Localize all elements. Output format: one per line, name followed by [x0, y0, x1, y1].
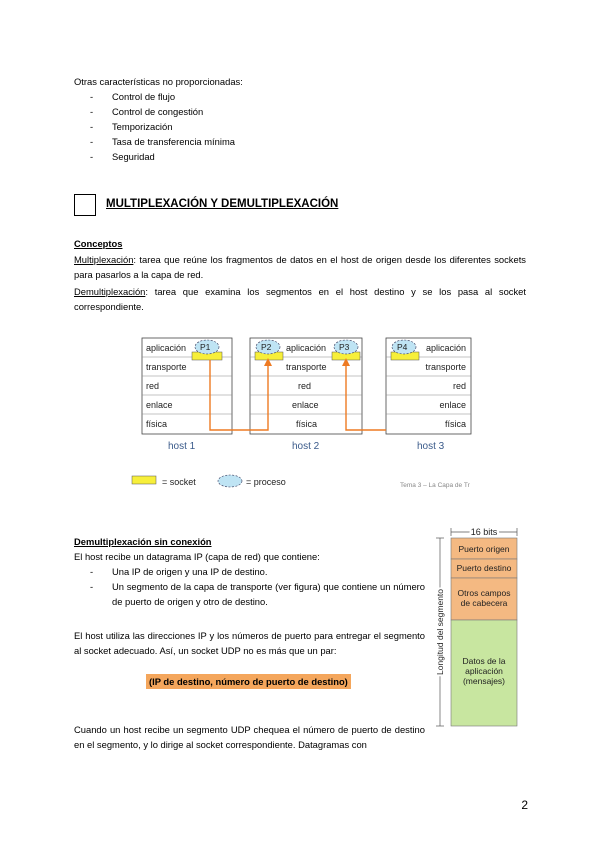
- layer-label: transporte: [425, 362, 466, 372]
- list-item: - Un segmento de la capa de transporte (ver figura) que contiene un número de puerto de origen y otro de destino.: [90, 579, 425, 609]
- field-label: Otros campos de cabecera: [457, 588, 511, 608]
- layer-label: física: [146, 419, 168, 429]
- field-label: Datos de la aplicación (mensajes): [462, 656, 506, 686]
- layer-label: red: [298, 381, 312, 391]
- list-item: - Control de flujo: [90, 89, 235, 104]
- diagram-caption: Tema 3 – La Capa de Tr: [400, 482, 470, 489]
- layer-label: aplicación: [146, 343, 187, 353]
- host-1-stack: [142, 338, 232, 434]
- demux-paragraph: [74, 284, 526, 314]
- features-heading: Otras características no proporcionadas:: [74, 76, 243, 87]
- field-label: Puerto origen: [458, 544, 510, 554]
- layer-label: enlace: [292, 400, 319, 410]
- process-legend-swatch: [218, 475, 242, 487]
- process-label: P3: [339, 342, 350, 352]
- list-item: - Seguridad: [90, 149, 235, 164]
- layer-label: aplicación: [425, 343, 466, 353]
- list-item: - Tasa de transferencia mínima: [90, 134, 235, 149]
- field-label: Puerto destino: [456, 563, 512, 573]
- demux-heading: Demultiplexación sin conexión: [74, 536, 212, 547]
- demux-paragraph-2: Cuando un host recibe un segmento UDP chequea el número de puerto de destino en el segmento, y lo dirige al socket correspondiente. Datagramas con: [74, 724, 425, 750]
- process-label: P4: [397, 342, 408, 352]
- demux-text: : tarea que examina los segmentos en el host destino y se los pasa al socket correspondiente.: [74, 286, 526, 312]
- section-title: MULTIPLEXACIÓN Y DEMULTIPLEXACIÓN: [106, 198, 339, 210]
- layer-label: transporte: [146, 362, 187, 372]
- legend-socket: = socket: [162, 477, 196, 487]
- concepts-heading: Conceptos: [74, 238, 123, 249]
- bits-label: 16 bits: [470, 527, 498, 537]
- socket-pair-highlight: (IP de destino, número de puerto de destino): [146, 674, 351, 689]
- legend-process: = proceso: [246, 477, 286, 487]
- mux-paragraph: [74, 252, 526, 282]
- demux-intro: El host recibe un datagrama IP (capa de red) que contiene:: [74, 551, 320, 562]
- layer-label: aplicación: [286, 343, 327, 353]
- host-label: host 3: [417, 441, 445, 452]
- layer-label: transporte: [286, 362, 327, 372]
- section-checkbox[interactable]: [74, 194, 96, 216]
- page-number: 2: [521, 798, 528, 812]
- demux-paragraph-1: El host utiliza las direcciones IP y los números de puerto para entregar el segmento al socket adecuado. Así, un socket UDP no es más que un par:: [74, 630, 425, 656]
- list-item: - Temporización: [90, 119, 235, 134]
- features-list: [90, 89, 235, 164]
- layer-label: enlace: [439, 400, 466, 410]
- layer-label: enlace: [146, 400, 173, 410]
- layer-label: física: [296, 419, 318, 429]
- process-label: P2: [261, 342, 272, 352]
- host-label: host 1: [168, 441, 196, 452]
- layer-label: física: [444, 419, 466, 429]
- axis-label: Longitud del segmento: [435, 588, 445, 676]
- host-3-stack: [386, 338, 471, 434]
- list-item: - Control de congestión: [90, 104, 235, 119]
- demux-list: [90, 564, 425, 609]
- mux-term: Multiplexación: [74, 254, 134, 265]
- mux-text: : tarea que reúne los fragmentos de datos en el host de origen desde los diferentes sockets para pasarlos a la capa de red.: [74, 254, 526, 280]
- host-2-stack: [250, 338, 362, 434]
- layer-label: red: [452, 381, 466, 391]
- mux-diagram: [130, 330, 490, 495]
- layer-label: red: [146, 381, 160, 391]
- host-label: host 2: [292, 441, 320, 452]
- list-item: - Una IP de origen y una IP de destino.: [90, 564, 425, 579]
- udp-segment-figure: [432, 524, 528, 730]
- socket-legend-swatch: [132, 476, 156, 484]
- process-label: P1: [200, 342, 211, 352]
- demux-term: Demultiplexación: [74, 286, 146, 297]
